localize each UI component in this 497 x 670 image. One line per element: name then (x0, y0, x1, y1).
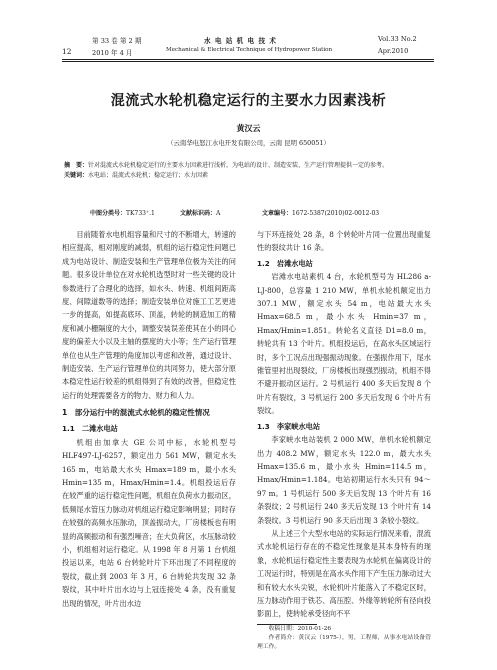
journal-name-cn: 水 电 站 机 电 技 术 (204, 37, 277, 45)
header-rule (62, 59, 434, 60)
volume-issue: 第 33 卷 第 2 期 (92, 37, 142, 45)
clc-value: TK733⁺.1 (126, 210, 155, 217)
lijiaxia-paragraph: 李家峡水电站装机 2 000 MW，单机水轮机额定出力 408.2 MW，额定水头 122.0 m，最大水头 Hmax=135.6 m，最小水头 Hmin=114.5 m，Hmax/Hmin=1.184。电站初期运行水头只有 94～97 m。1 号机运行 500 多天后发现 13 个叶片有 16 条裂纹；2 号机运行 240 多天后发现 13 个叶片有 14 条裂纹。3 号机运行 90 多天后出现 3 条较小裂纹。 (257, 435, 431, 525)
subsection-heading-yantan: 1.2 岩滩水电站 (257, 258, 313, 268)
running-header (62, 34, 434, 58)
abstract (64, 161, 430, 171)
header-row-top (62, 34, 434, 46)
article-no-value: 1672-5387(2010)02-0012-03 (292, 210, 380, 217)
article-no-label: 文章编号： (262, 210, 293, 217)
keywords (64, 171, 430, 181)
article-title: 混流式水轮机稳定运行的主要水力因素浅析 (110, 93, 387, 109)
footnote-received-date: 收稿日期：2010-01-26 (268, 625, 332, 632)
document-code (180, 208, 220, 217)
yantan-paragraph: 岩滩水电站素机 4 台，水轮机型号为 HL286 a-LJ-800，总容量 1 210 MW，单机水轮机额定出力 307.1 MW，额定水头 54 m，电站最大水头 Hmax=68.5 m，最小水头 Hmin=37 m，Hmax/Hmin=1.851。转轮名义直径 D1=8.0 m，转轮共有 13 个叶片。机组投运后，在高水头区域运行时，多个工况点出现强振动现象。在强振作用下，尾水锥管里衬出现裂纹，厂房楼板出现强烈振动，机组不得不避开振动区运行。2 号机运行 400 多天后发现 8 个叶片有裂纹，3 号机运行 200 多天后发现 6 个叶片有裂纹。 (257, 272, 431, 416)
intro-paragraph: 目前随着水电机组容量和尺寸的不断增大，转速的相应提高，相对刚度的减弱，机组的运行稳定性问题已成为电站设计、制造安装和生产管理单位极为关注的问题。很多设计单位在对水轮机选型时对一些关键的设计参数进行了合理化的选择，如水头、转速、机组间距高度、间隙道数等的选择；制造安装单位对施工工艺更进一步的提高，如提高底环、顶盖，转轮的制造加工的精度和减小栅隔度的大小，调整安装误差使其在小的同心度的偏差大小以及主轴的摆度的大小等；生产运行管理单位也从生产管理的角度加以考虑和改善，通过设计、制造安装、生产运行管理单位的共同努力，使大部分原本稳定性运行较差的机组得到了有效的改善，但稳定性运行的处理需要各方的物力、财力和人力。 (62, 230, 236, 400)
clc-number (90, 208, 155, 217)
summary-paragraph: 从上述三个大型水电站的实际运行情况来看，混流式水轮机运行存在的不稳定性现象是其本身特有的现象，水轮机运行稳定性主要表现为水轮机在偏离设计的工况运行时，特别是在高水头作用下产生压力脉动过大和有较大水头尖锐，水轮机叶片能落入了不稳定区时，压力脉动作用于铁芯、高压腔、外缘等转轮所有径向投影面上，使转轮承受径向不平 (257, 528, 431, 619)
ertan-paragraph: 机组由加拿大 GE 公司中标，水轮机型号 HLF497-LJ-6257，额定出力 561 MW，额定水头 165 m，电站最大水头 Hmax=189 m，最小水头 Hmin=135 m，Hmax/Hmin=1.4。机组投运后存在较严重的运行稳定性问题，机组在负荷水力振动区，低频尾水管压力脉动对机组运行稳定影响明显；同时存在较强的高频水压脉动，顶盖振动大，厂房楼板也有明显的高频振动和有强烈噪音；在大负荷区，水压脉动较小，机组相对运行稳定。从 1998 年 8 月第 1 台机组投运以来，电站 6 台转轮叶片下环出现了不同程度的裂纹，截止到 2003 年 3 月，6 台转轮共发现 32 条裂纹，其中叶片出水边与上冠连接处 4 条，没有重复出现的情况，叶片出水边 (62, 437, 236, 608)
abstract-text: 针对混流式水轮机稳定运行的主要水力因素进行浅析，为电站的设计、制造安装、生产运行管理提供一定的参考。 (88, 162, 389, 169)
date-en: Apr.2010 (378, 47, 409, 55)
ertan-continued-paragraph: 与下环连接处 28 条，8 个转轮叶片同一位置出现重复性的裂纹共计 16 条。 (257, 230, 431, 253)
date-cn: 2010 年 4 月 (92, 49, 133, 57)
author-affiliation: （云南华电怒江水电开发有限公司，云南 昆明 650051） (167, 139, 330, 147)
abstract-label: 摘 要： (64, 162, 89, 169)
abstract-block (64, 161, 430, 181)
section-heading-1: 1 部分运行中的混流式水轮机的稳定性情况 (62, 408, 210, 418)
subsection-heading-lijiaxia: 1.3 李家峡水电站 (257, 421, 321, 431)
journal-name-en: Mechanical & Electrical Technique of Hydropower Station (166, 47, 333, 53)
author-name: 黄汉云 (236, 123, 261, 133)
header-row-bottom (62, 46, 434, 58)
volume-en: Vol.33 No.2 (378, 35, 417, 43)
keywords-text: 水电站；混流式水轮机；稳定运行；水力因素 (88, 172, 209, 179)
clc-label: 中图分类号： (90, 210, 127, 217)
body-column-right (257, 228, 431, 652)
doc-code-value: A (216, 210, 221, 217)
keywords-label: 关键词： (64, 172, 89, 179)
doc-code-label: 文献标识码： (180, 210, 217, 217)
page-number: 12 (62, 47, 72, 56)
article-number (262, 208, 379, 217)
header-rule-thin (62, 61, 434, 62)
subsection-heading-ertan: 1.1 二滩水电站 (62, 424, 118, 434)
body-column-left (62, 228, 236, 610)
footnote-author-bio: 作者简介：黄汉云（1975-），男，工程师，从事水电站设备管理工作。 (257, 634, 431, 650)
